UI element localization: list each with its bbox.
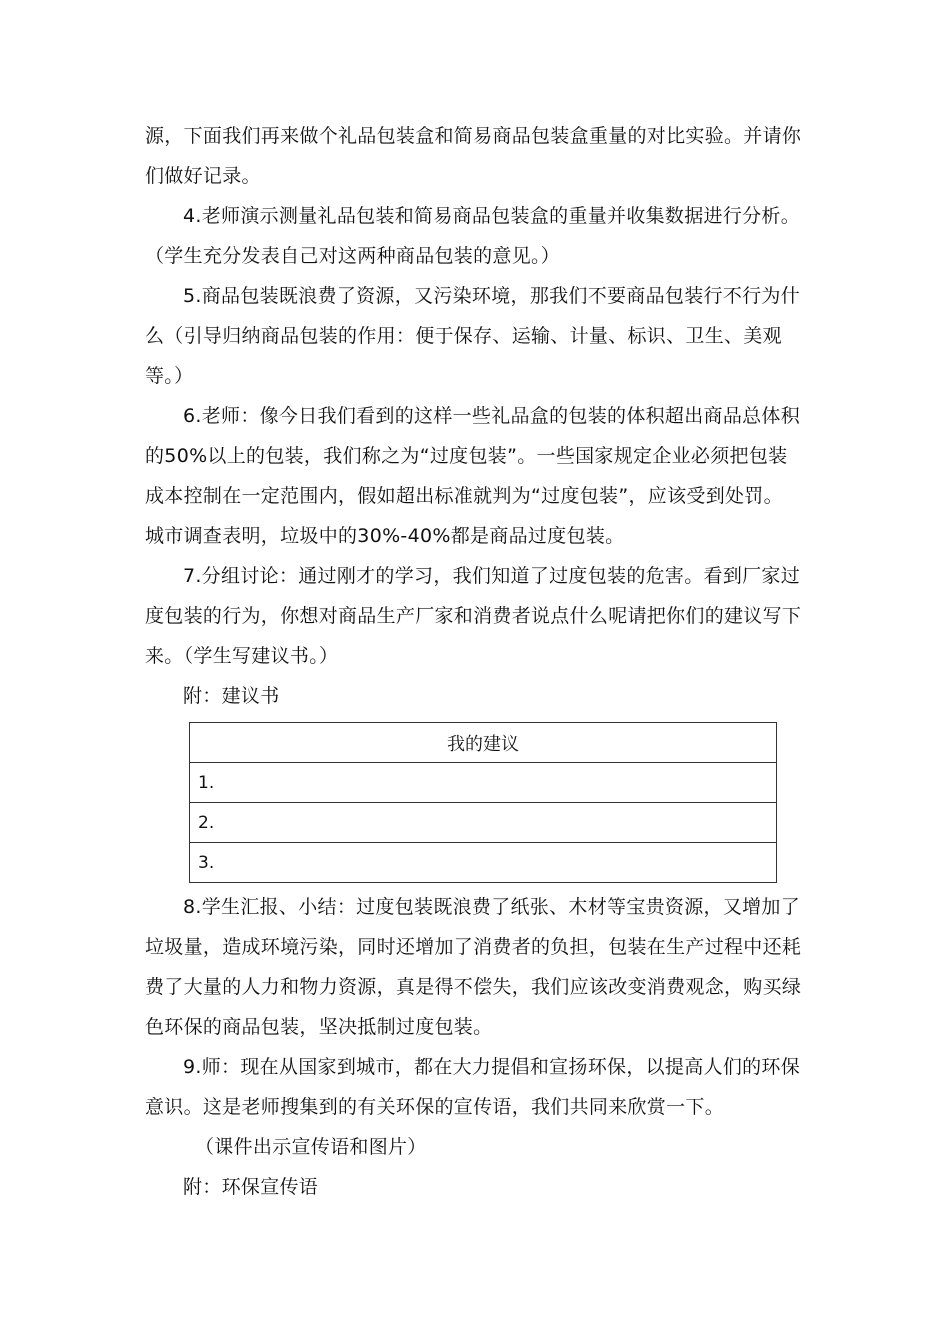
text-line: 8.学生汇报、小结：过度包装既浪费了纸张、木材等宝贵资源，又增加了 — [183, 896, 801, 918]
advice-table-row — [190, 843, 777, 883]
text-line: 4.老师演示测量礼品包装和简易商品包装盒的重量并收集数据进行分析。 — [183, 205, 801, 227]
advice-table-header: 我的建议 — [190, 723, 777, 763]
text-line: 城市调查表明，垃圾中的30%-40%都是商品过度包装。 — [145, 525, 625, 547]
text-line: 等。） — [145, 365, 194, 387]
advice-table-row — [190, 763, 777, 803]
text-line: 度包装的行为，你想对商品生产厂家和消费者说点什么呢请把你们的建议写下 — [145, 605, 802, 627]
text-line: 意识。这是老师搜集到的有关环保的宣传语，我们共同来欣赏一下。 — [145, 1096, 725, 1118]
advice-table — [189, 722, 777, 883]
text-line: 来。（学生写建议书。） — [145, 645, 339, 667]
advice-table-cell: 2. — [190, 803, 777, 843]
text-line: 7.分组讨论：通过刚才的学习，我们知道了过度包装的危害。看到厂家过 — [183, 565, 801, 587]
text-line: 9.师：现在从国家到城市，都在大力提倡和宣扬环保，以提高人们的环保 — [183, 1056, 801, 1078]
text-line: 成本控制在一定范围内，假如超出标准就判为“过度包装”，应该受到处罚。 — [145, 485, 783, 507]
text-line: 5.商品包装既浪费了资源，又污染环境，那我们不要商品包装行不行为什 — [183, 285, 801, 307]
paragraphs-top — [145, 116, 807, 716]
text-line: 6.老师：像今日我们看到的这样一些礼品盒的包装的体积超出商品总体积 — [183, 405, 801, 427]
text-line: 么（引导归纳商品包装的作用：便于保存、运输、计量、标识、卫生、美观 — [145, 325, 782, 347]
text-line: 附：环保宣传语 — [183, 1176, 319, 1198]
text-line: 色环保的商品包装，坚决抵制过度包装。 — [145, 1016, 493, 1038]
text-line: 垃圾量，造成环境污染，同时还增加了消费者的负担，包装在生产过程中还耗 — [145, 936, 802, 958]
advice-table-header-row — [190, 723, 777, 763]
advice-table-row — [190, 803, 777, 843]
text-line: 费了大量的人力和物力资源，真是得不偿失，我们应该改变消费观念，购买绿 — [145, 976, 802, 998]
text-line: 的50%以上的包装，我们称之为“过度包装”。一些国家规定企业必须把包装 — [145, 445, 788, 467]
text-line: 源，下面我们再来做个礼品包装盒和简易商品包装盒重量的对比实验。并请你 — [145, 125, 802, 147]
text-line: （学生充分发表自己对这两种商品包装的意见。） — [145, 245, 561, 267]
text-line: 们做好记录。 — [145, 165, 261, 187]
advice-table-cell: 1. — [190, 763, 777, 803]
document-body — [145, 116, 807, 1207]
text-line: 附：建议书 — [183, 685, 280, 707]
paragraphs-bottom — [145, 887, 807, 1207]
text-line: （课件出示宣传语和图片） — [195, 1136, 427, 1158]
advice-table-cell: 3. — [190, 843, 777, 883]
